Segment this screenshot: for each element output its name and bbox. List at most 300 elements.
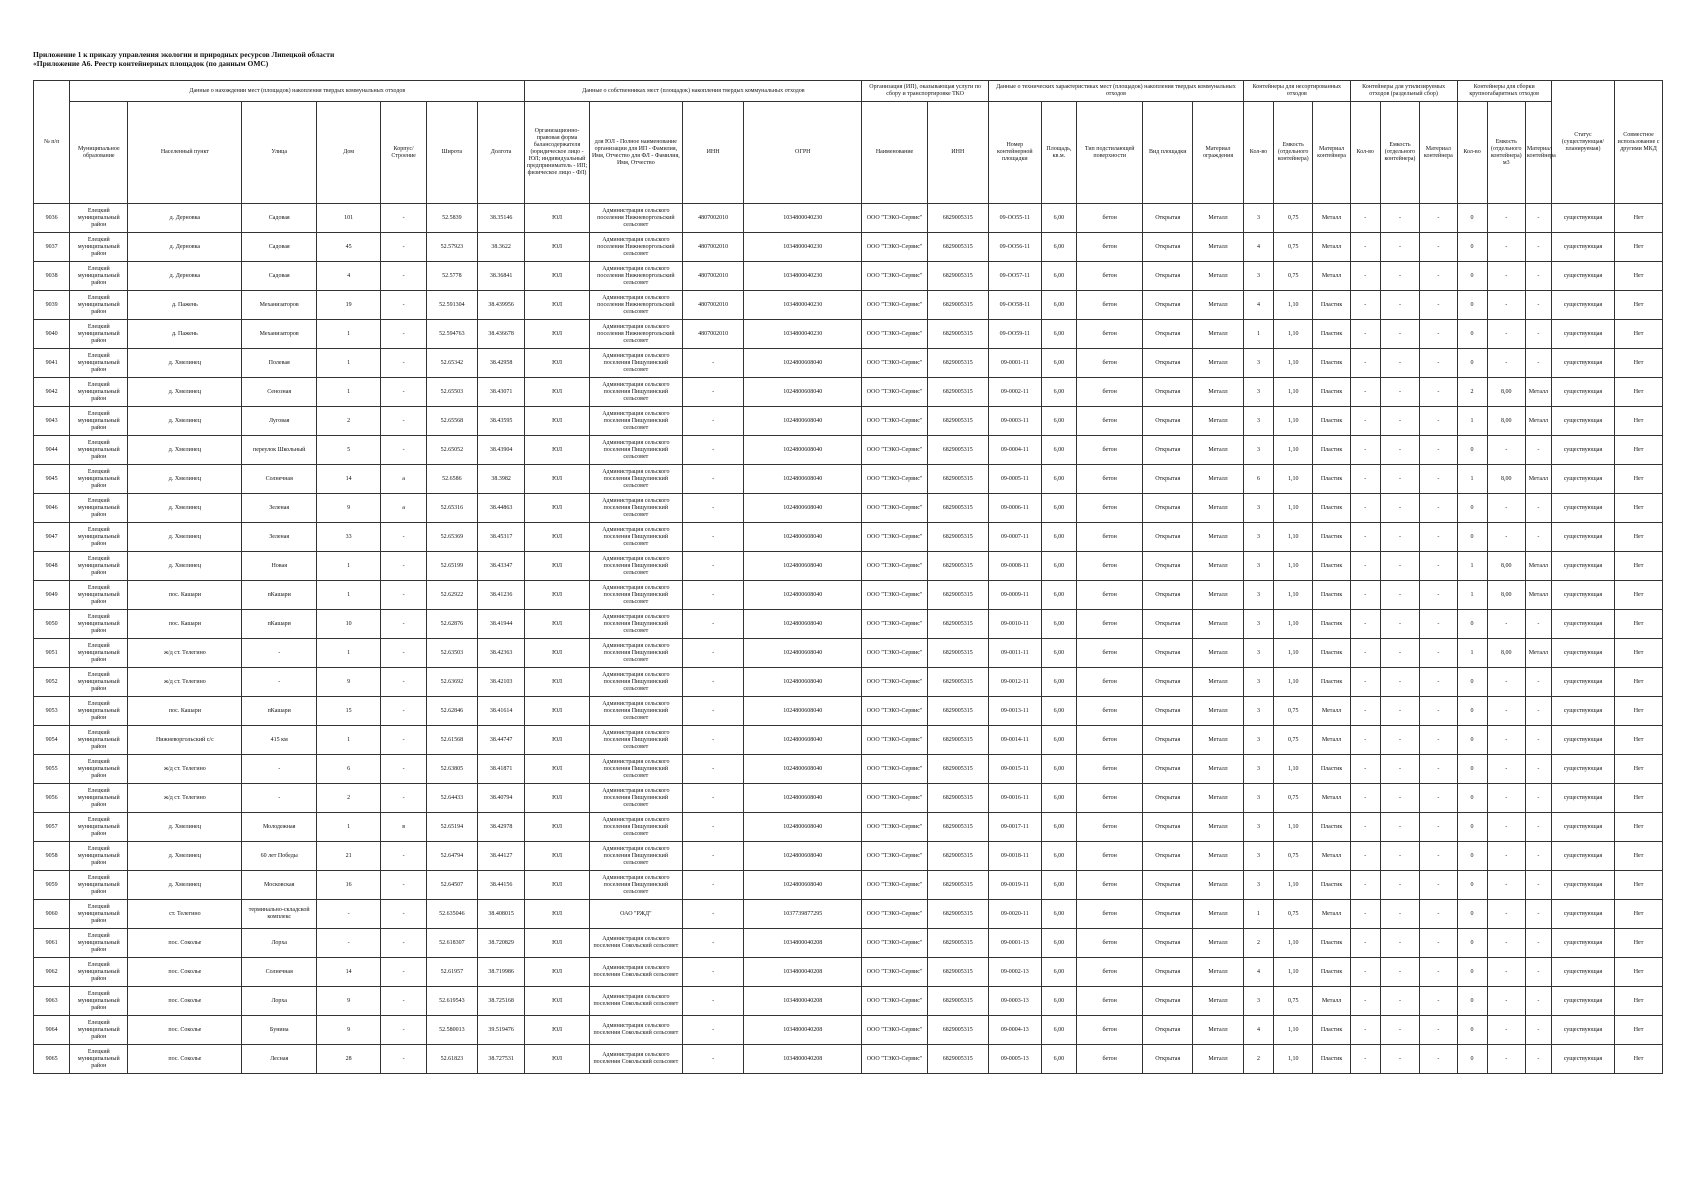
cell-building: - [381, 407, 427, 436]
table-row [34, 929, 1663, 958]
cell-building: - [381, 784, 427, 813]
cell-operator-inn: 6829005315 [927, 900, 988, 929]
cell-street: Лесная [242, 1045, 317, 1074]
cell-bulky-volume: - [1487, 668, 1525, 697]
cell-unsorted-material: Пластик [1313, 407, 1350, 436]
cell-shared: Нет [1615, 1045, 1663, 1074]
cell-unsorted-count: 3 [1243, 610, 1273, 639]
cell-longitude: 38.45317 [477, 523, 525, 552]
cell-building: - [381, 987, 427, 1016]
cell-municipality: Елецкий муниципальный район [70, 494, 128, 523]
cell-area: 6,00 [1041, 378, 1076, 407]
table-row [34, 697, 1663, 726]
cell-separate-material: - [1420, 871, 1457, 900]
cell-owner-ogrn: 1024800608040 [744, 726, 862, 755]
cell-unsorted-count: 3 [1243, 871, 1273, 900]
cell-unsorted-volume: 0,75 [1274, 842, 1313, 871]
cell-separate-count: - [1350, 378, 1380, 407]
table-row [34, 610, 1663, 639]
cell-surface: бетон [1077, 987, 1143, 1016]
cell-bulky-count: 0 [1457, 233, 1487, 262]
cell-bulky-count: 0 [1457, 1045, 1487, 1074]
cell-owner-name: Администрация сельского поселения Пищулинский сельсовет [589, 465, 682, 494]
cell-unsorted-material: Металл [1313, 784, 1350, 813]
cell-settlement: пос. Соколье [128, 1045, 242, 1074]
cell-site-number: 09-0002-13 [988, 958, 1041, 987]
cell-latitude: 52.61823 [426, 1045, 477, 1074]
cell-unsorted-material: Металл [1313, 900, 1350, 929]
cell-municipality: Елецкий муниципальный район [70, 958, 128, 987]
cell-operator-inn: 6829005315 [927, 204, 988, 233]
cell-area: 6,00 [1041, 784, 1076, 813]
cell-owner-name: Администрация сельского поселения Пищулинский сельсовет [589, 668, 682, 697]
cell-house: 2 [317, 407, 381, 436]
cell-separate-volume: - [1380, 233, 1419, 262]
cell-surface: бетон [1077, 1045, 1143, 1074]
cell-bulky-material: - [1525, 233, 1551, 262]
cell-building: - [381, 610, 427, 639]
cell-fence: Металл [1193, 552, 1244, 581]
cell-legal-form: ЮЛ [525, 320, 589, 349]
cell-owner-inn: - [683, 900, 744, 929]
cell-shared: Нет [1615, 900, 1663, 929]
cell-num: 9056 [34, 784, 70, 813]
cell-owner-ogrn: 1024800608040 [744, 494, 862, 523]
cell-legal-form: ЮЛ [525, 262, 589, 291]
cell-municipality: Елецкий муниципальный район [70, 407, 128, 436]
cell-operator-name: ООО "ТЭКО-Сервис" [862, 378, 927, 407]
cell-site-number: 09-ОО57-11 [988, 262, 1041, 291]
cell-owner-inn: - [683, 552, 744, 581]
cell-bulky-count: 0 [1457, 784, 1487, 813]
cell-municipality: Елецкий муниципальный район [70, 929, 128, 958]
cell-owner-inn: - [683, 871, 744, 900]
cell-street: Садовая [242, 204, 317, 233]
cell-operator-inn: 6829005315 [927, 871, 988, 900]
col-shared: Совместное использование с другими МКД [1615, 81, 1663, 204]
col-bulky-material: Материал контейнера [1525, 102, 1551, 204]
cell-legal-form: ЮЛ [525, 233, 589, 262]
cell-building: а [381, 494, 427, 523]
cell-operator-inn: 6829005315 [927, 1016, 988, 1045]
cell-legal-form: ЮЛ [525, 204, 589, 233]
cell-latitude: 52.619543 [426, 987, 477, 1016]
cell-bulky-volume: - [1487, 262, 1525, 291]
cell-site-number: 09-ОО56-11 [988, 233, 1041, 262]
cell-house: 45 [317, 233, 381, 262]
header-column-row [34, 102, 1663, 204]
col-separate-volume: Емкость (отдельного контейнера) [1380, 102, 1419, 204]
cell-surface: бетон [1077, 204, 1143, 233]
cell-longitude: 38.439956 [477, 291, 525, 320]
cell-shared: Нет [1615, 697, 1663, 726]
cell-legal-form: ЮЛ [525, 813, 589, 842]
cell-owner-ogrn: 1037739877295 [744, 900, 862, 929]
cell-site-type: Открытая [1143, 1045, 1193, 1074]
cell-separate-volume: - [1380, 291, 1419, 320]
cell-separate-volume: - [1380, 842, 1419, 871]
cell-bulky-material: - [1525, 436, 1551, 465]
cell-fence: Металл [1193, 987, 1244, 1016]
cell-operator-inn: 6829005315 [927, 842, 988, 871]
cell-owner-ogrn: 1024800608040 [744, 407, 862, 436]
cell-separate-volume: - [1380, 639, 1419, 668]
cell-unsorted-count: 3 [1243, 436, 1273, 465]
cell-bulky-count: 1 [1457, 639, 1487, 668]
cell-owner-inn: - [683, 610, 744, 639]
cell-municipality: Елецкий муниципальный район [70, 987, 128, 1016]
cell-site-number: 09-0004-13 [988, 1016, 1041, 1045]
cell-surface: бетон [1077, 871, 1143, 900]
cell-bulky-count: 1 [1457, 552, 1487, 581]
cell-fence: Металл [1193, 610, 1244, 639]
cell-area: 6,00 [1041, 494, 1076, 523]
cell-latitude: 52.65199 [426, 552, 477, 581]
cell-street: - [242, 639, 317, 668]
cell-fence: Металл [1193, 494, 1244, 523]
cell-latitude: 52.62876 [426, 610, 477, 639]
cell-unsorted-volume: 1,10 [1274, 755, 1313, 784]
cell-site-type: Открытая [1143, 262, 1193, 291]
cell-latitude: 52.65194 [426, 813, 477, 842]
cell-status: существующая [1551, 900, 1614, 929]
title-line-1: Приложение 1 к приказу управления экологии и природных ресурсов Липецкой области [33, 50, 335, 59]
table-row [34, 204, 1663, 233]
cell-operator-name: ООО "ТЭКО-Сервис" [862, 697, 927, 726]
cell-surface: бетон [1077, 755, 1143, 784]
cell-owner-inn: - [683, 349, 744, 378]
cell-unsorted-material: Металл [1313, 987, 1350, 1016]
cell-separate-count: - [1350, 987, 1380, 1016]
cell-operator-name: ООО "ТЭКО-Сервис" [862, 639, 927, 668]
cell-bulky-volume: - [1487, 871, 1525, 900]
cell-street: пКашари [242, 697, 317, 726]
cell-fence: Металл [1193, 755, 1244, 784]
cell-longitude: 38.42958 [477, 349, 525, 378]
cell-surface: бетон [1077, 900, 1143, 929]
cell-operator-inn: 6829005315 [927, 436, 988, 465]
cell-site-type: Открытая [1143, 784, 1193, 813]
cell-num: 9045 [34, 465, 70, 494]
cell-longitude: 38.43904 [477, 436, 525, 465]
cell-operator-name: ООО "ТЭКО-Сервис" [862, 726, 927, 755]
cell-building: - [381, 1045, 427, 1074]
cell-owner-name: Администрация сельского поселения Нижневоргольский сельсовет [589, 291, 682, 320]
cell-settlement: д. Хмелинец [128, 436, 242, 465]
cell-street: 60 лет Победы [242, 842, 317, 871]
cell-separate-volume: - [1380, 958, 1419, 987]
cell-bulky-volume: - [1487, 291, 1525, 320]
cell-num: 9042 [34, 378, 70, 407]
cell-separate-count: - [1350, 349, 1380, 378]
cell-separate-count: - [1350, 407, 1380, 436]
cell-operator-inn: 6829005315 [927, 755, 988, 784]
cell-owner-name: Администрация сельского поселения Нижневоргольский сельсовет [589, 204, 682, 233]
cell-settlement: ст. Телегино [128, 900, 242, 929]
cell-area: 6,00 [1041, 726, 1076, 755]
cell-owner-ogrn: 1024800608040 [744, 378, 862, 407]
cell-bulky-material: Металл [1525, 407, 1551, 436]
cell-unsorted-volume: 1,10 [1274, 639, 1313, 668]
cell-separate-material: - [1420, 842, 1457, 871]
cell-separate-count: - [1350, 784, 1380, 813]
cell-site-type: Открытая [1143, 349, 1193, 378]
cell-bulky-volume: - [1487, 697, 1525, 726]
cell-site-type: Открытая [1143, 987, 1193, 1016]
col-fence: Материал ограждения [1193, 102, 1244, 204]
cell-operator-inn: 6829005315 [927, 320, 988, 349]
cell-separate-count: - [1350, 233, 1380, 262]
cell-latitude: 52.63805 [426, 755, 477, 784]
cell-area: 6,00 [1041, 233, 1076, 262]
cell-unsorted-count: 3 [1243, 784, 1273, 813]
cell-separate-volume: - [1380, 697, 1419, 726]
cell-bulky-material: - [1525, 755, 1551, 784]
cell-num: 9048 [34, 552, 70, 581]
cell-surface: бетон [1077, 465, 1143, 494]
cell-operator-name: ООО "ТЭКО-Сервис" [862, 233, 927, 262]
cell-fence: Металл [1193, 900, 1244, 929]
cell-house: 28 [317, 1045, 381, 1074]
cell-separate-material: - [1420, 349, 1457, 378]
cell-municipality: Елецкий муниципальный район [70, 552, 128, 581]
cell-fence: Металл [1193, 436, 1244, 465]
cell-latitude: 52.65052 [426, 436, 477, 465]
cell-area: 6,00 [1041, 900, 1076, 929]
col-unsorted-count: Кол-во [1243, 102, 1273, 204]
cell-legal-form: ЮЛ [525, 407, 589, 436]
cell-house: 14 [317, 958, 381, 987]
cell-bulky-volume: - [1487, 1016, 1525, 1045]
col-street: Улица [242, 102, 317, 204]
cell-area: 6,00 [1041, 349, 1076, 378]
cell-site-number: 09-0004-11 [988, 436, 1041, 465]
cell-municipality: Елецкий муниципальный район [70, 523, 128, 552]
cell-building: в [381, 813, 427, 842]
cell-num: 9047 [34, 523, 70, 552]
cell-latitude: 52.65342 [426, 349, 477, 378]
cell-longitude: 38.43071 [477, 378, 525, 407]
cell-building: - [381, 552, 427, 581]
cell-num: 9039 [34, 291, 70, 320]
cell-bulky-count: 0 [1457, 436, 1487, 465]
cell-owner-inn: - [683, 813, 744, 842]
cell-house: 21 [317, 842, 381, 871]
cell-separate-count: - [1350, 813, 1380, 842]
cell-unsorted-volume: 1,10 [1274, 320, 1313, 349]
cell-municipality: Елецкий муниципальный район [70, 349, 128, 378]
cell-status: существующая [1551, 291, 1614, 320]
cell-building: - [381, 929, 427, 958]
cell-bulky-material: - [1525, 784, 1551, 813]
cell-area: 6,00 [1041, 842, 1076, 871]
cell-site-type: Открытая [1143, 465, 1193, 494]
cell-bulky-count: 1 [1457, 581, 1487, 610]
cell-operator-inn: 6829005315 [927, 784, 988, 813]
cell-unsorted-count: 2 [1243, 1045, 1273, 1074]
cell-bulky-material: - [1525, 726, 1551, 755]
cell-surface: бетон [1077, 1016, 1143, 1045]
cell-area: 6,00 [1041, 958, 1076, 987]
cell-bulky-material: Металл [1525, 465, 1551, 494]
cell-site-number: 09-0009-11 [988, 581, 1041, 610]
cell-latitude: 52.580013 [426, 1016, 477, 1045]
cell-fence: Металл [1193, 668, 1244, 697]
cell-status: существующая [1551, 726, 1614, 755]
cell-fence: Металл [1193, 842, 1244, 871]
cell-site-number: 09-0010-11 [988, 610, 1041, 639]
cell-owner-name: Администрация сельского поселения Нижневоргольский сельсовет [589, 262, 682, 291]
cell-separate-count: - [1350, 465, 1380, 494]
cell-separate-count: - [1350, 436, 1380, 465]
cell-surface: бетон [1077, 813, 1143, 842]
cell-building: - [381, 378, 427, 407]
cell-building: - [381, 871, 427, 900]
cell-shared: Нет [1615, 262, 1663, 291]
cell-unsorted-material: Пластик [1313, 1016, 1350, 1045]
cell-surface: бетон [1077, 494, 1143, 523]
cell-latitude: 52.64794 [426, 842, 477, 871]
cell-separate-count: - [1350, 958, 1380, 987]
cell-street: Зеленая [242, 494, 317, 523]
cell-site-type: Открытая [1143, 291, 1193, 320]
cell-status: существующая [1551, 813, 1614, 842]
cell-owner-name: Администрация сельского поселения Сокольский сельсовет [589, 1045, 682, 1074]
cell-shared: Нет [1615, 610, 1663, 639]
cell-building: - [381, 842, 427, 871]
cell-longitude: 38.41871 [477, 755, 525, 784]
cell-separate-material: - [1420, 204, 1457, 233]
cell-status: существующая [1551, 262, 1614, 291]
cell-house: - [317, 929, 381, 958]
cell-fence: Металл [1193, 697, 1244, 726]
cell-unsorted-count: 4 [1243, 233, 1273, 262]
cell-owner-name: Администрация сельского поселения Пищулинский сельсовет [589, 639, 682, 668]
cell-bulky-material: - [1525, 987, 1551, 1016]
cell-area: 6,00 [1041, 871, 1076, 900]
cell-unsorted-material: Пластик [1313, 494, 1350, 523]
cell-bulky-material: - [1525, 1045, 1551, 1074]
cell-site-type: Открытая [1143, 871, 1193, 900]
cell-building: - [381, 639, 427, 668]
col-owner-ogrn: ОГРН [744, 102, 862, 204]
cell-unsorted-count: 3 [1243, 262, 1273, 291]
cell-fence: Металл [1193, 813, 1244, 842]
cell-bulky-material: - [1525, 697, 1551, 726]
cell-site-number: 09-0002-11 [988, 378, 1041, 407]
cell-bulky-volume: - [1487, 987, 1525, 1016]
cell-owner-inn: - [683, 436, 744, 465]
cell-shared: Нет [1615, 668, 1663, 697]
cell-building: - [381, 1016, 427, 1045]
cell-latitude: 52.64433 [426, 784, 477, 813]
cell-latitude: 52.635046 [426, 900, 477, 929]
cell-owner-inn: - [683, 668, 744, 697]
cell-separate-volume: - [1380, 755, 1419, 784]
cell-area: 6,00 [1041, 262, 1076, 291]
col-status: Статус (существующая/планируемая) [1551, 81, 1614, 204]
cell-unsorted-count: 4 [1243, 1016, 1273, 1045]
cell-municipality: Елецкий муниципальный район [70, 1016, 128, 1045]
cell-municipality: Елецкий муниципальный район [70, 755, 128, 784]
cell-status: существующая [1551, 581, 1614, 610]
cell-longitude: 38.436678 [477, 320, 525, 349]
cell-owner-ogrn: 1024800608040 [744, 552, 862, 581]
cell-latitude: 52.618307 [426, 929, 477, 958]
cell-owner-name: Администрация сельского поселения Пищулинский сельсовет [589, 552, 682, 581]
cell-operator-name: ООО "ТЭКО-Сервис" [862, 668, 927, 697]
cell-unsorted-count: 3 [1243, 349, 1273, 378]
cell-separate-volume: - [1380, 668, 1419, 697]
cell-settlement: д. Хмелинец [128, 813, 242, 842]
col-bulky-volume: Емкость (отдельного контейнера) м3 [1487, 102, 1525, 204]
cell-operator-inn: 6829005315 [927, 610, 988, 639]
cell-site-type: Открытая [1143, 494, 1193, 523]
cell-bulky-material: - [1525, 494, 1551, 523]
cell-owner-inn: - [683, 697, 744, 726]
cell-fence: Металл [1193, 1016, 1244, 1045]
col-owner-inn: ИНН [683, 102, 744, 204]
cell-unsorted-material: Пластик [1313, 813, 1350, 842]
cell-bulky-count: 0 [1457, 262, 1487, 291]
cell-bulky-volume: - [1487, 436, 1525, 465]
table-row [34, 291, 1663, 320]
cell-bulky-material: - [1525, 668, 1551, 697]
cell-unsorted-material: Металл [1313, 262, 1350, 291]
cell-bulky-material: - [1525, 204, 1551, 233]
cell-site-number: 09-0017-11 [988, 813, 1041, 842]
cell-fence: Металл [1193, 1045, 1244, 1074]
cell-fence: Металл [1193, 465, 1244, 494]
cell-num: 9063 [34, 987, 70, 1016]
cell-status: существующая [1551, 610, 1614, 639]
cell-bulky-volume: 8,00 [1487, 639, 1525, 668]
cell-unsorted-material: Пластик [1313, 610, 1350, 639]
cell-unsorted-count: 4 [1243, 291, 1273, 320]
cell-separate-count: - [1350, 639, 1380, 668]
cell-surface: бетон [1077, 291, 1143, 320]
registry-table [33, 80, 1663, 1074]
cell-owner-name: Администрация сельского поселения Пищулинский сельсовет [589, 407, 682, 436]
cell-site-number: 09-0011-11 [988, 639, 1041, 668]
table-row [34, 233, 1663, 262]
cell-owner-inn: - [683, 929, 744, 958]
cell-bulky-volume: - [1487, 929, 1525, 958]
cell-bulky-count: 0 [1457, 494, 1487, 523]
cell-owner-inn: - [683, 523, 744, 552]
cell-site-number: 09-0020-11 [988, 900, 1041, 929]
cell-num: 9054 [34, 726, 70, 755]
cell-bulky-count: 0 [1457, 842, 1487, 871]
group-operator: Организация (ИП), оказывающая услуги по сбору и транспортировке ТКО [862, 81, 989, 102]
cell-street: Лорха [242, 987, 317, 1016]
cell-bulky-count: 0 [1457, 900, 1487, 929]
col-unsorted-volume: Емкость (отдельного контейнера) [1274, 102, 1313, 204]
cell-bulky-material: - [1525, 871, 1551, 900]
cell-legal-form: ЮЛ [525, 639, 589, 668]
cell-area: 6,00 [1041, 929, 1076, 958]
cell-site-type: Открытая [1143, 697, 1193, 726]
cell-operator-name: ООО "ТЭКО-Сервис" [862, 262, 927, 291]
cell-house: 15 [317, 697, 381, 726]
col-site-number: Номер контейнерной площадки [988, 102, 1041, 204]
cell-street: Механизаторов [242, 320, 317, 349]
cell-street: Садовая [242, 233, 317, 262]
col-operator-inn: ИНН [927, 102, 988, 204]
cell-settlement: пос. Кашари [128, 610, 242, 639]
cell-unsorted-material: Пластик [1313, 639, 1350, 668]
cell-unsorted-count: 3 [1243, 987, 1273, 1016]
